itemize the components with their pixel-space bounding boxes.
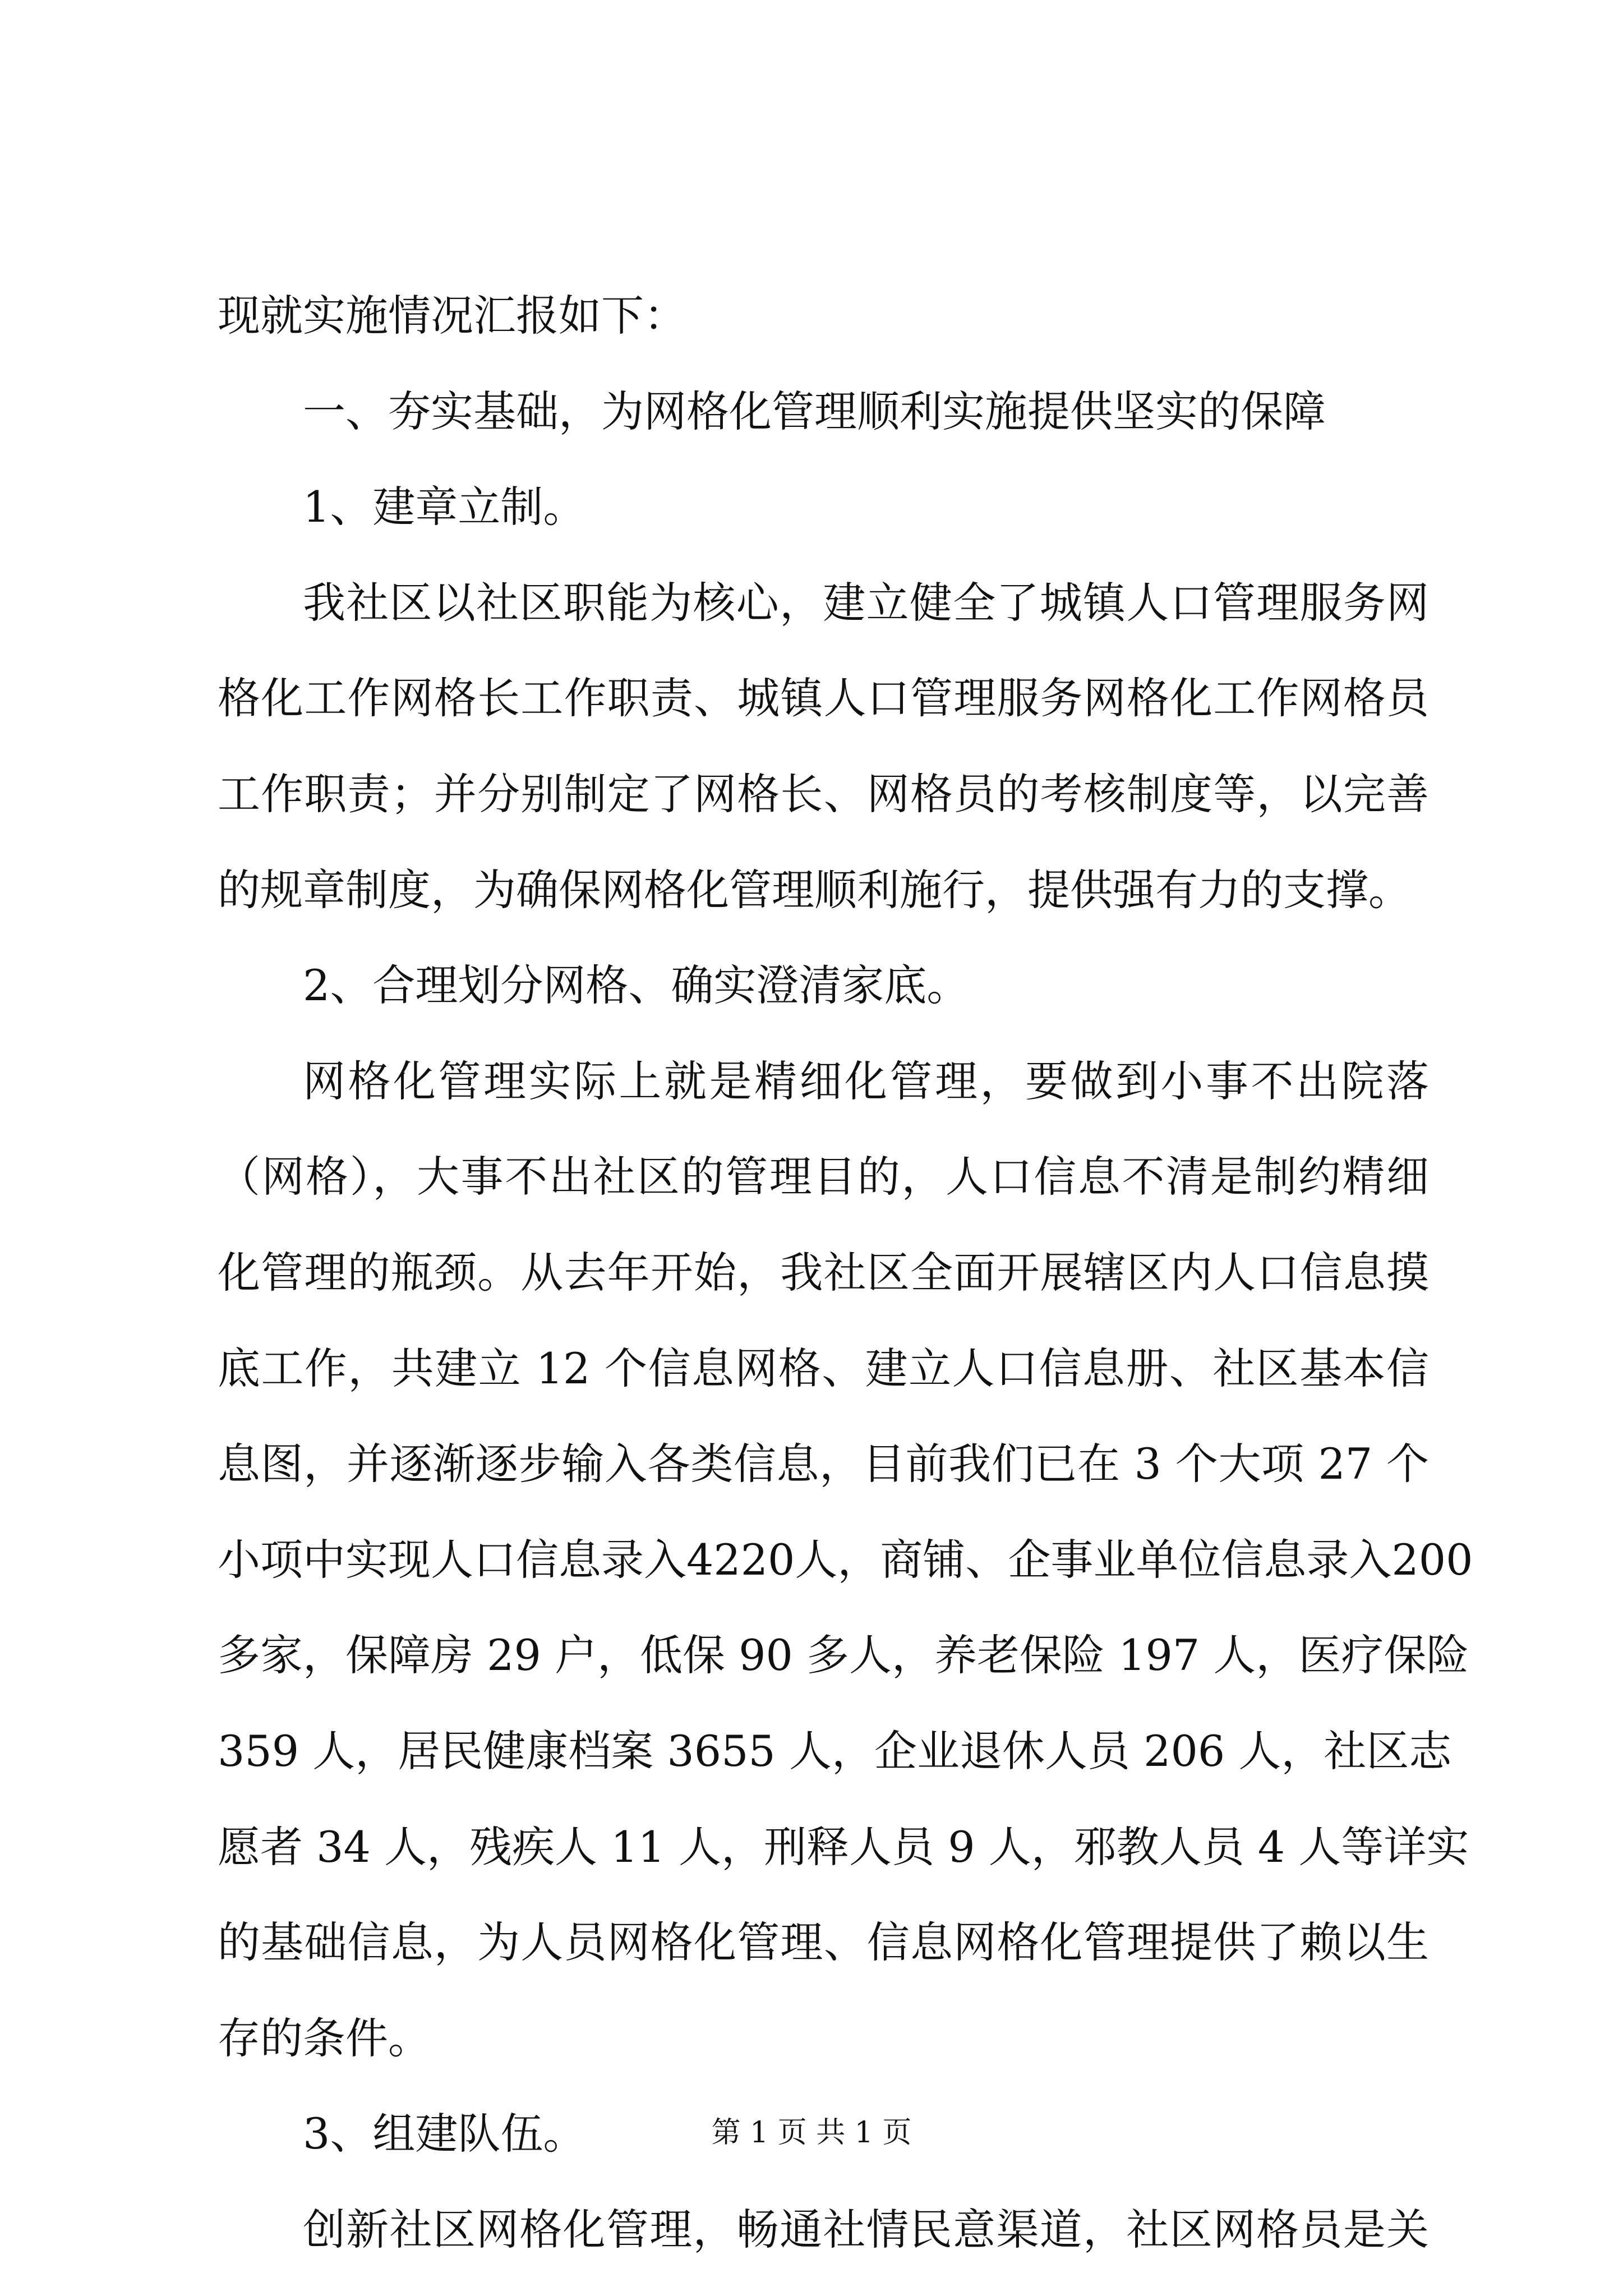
text-line: 息图，并逐渐逐步输入各类信息，目前我们已在 3 个大项 27 个 [218,1439,1429,1489]
text-line: 化管理的瓶颈。从去年开始，我社区全面开展辖区内人口信息摸 [218,1247,1429,1297]
text-line: 的基础信息，为人员网格化管理、信息网格化管理提供了赖以生 [218,1917,1429,1968]
text-line: 创新社区网格化管理，畅通社情民意渠道，社区网格员是关 [303,2204,1429,2254]
text-line: 格化工作网格长工作职责、城镇人口管理服务网格化工作网格员 [218,673,1429,724]
text-line: 359 人，居民健康档案 3655 人，企业退休人员 206 人，社区志 [218,1726,1452,1776]
text-line: 一、夯实基础，为网格化管理顺利实施提供坚实的保障 [303,386,1326,436]
text-line: 底工作，共建立 12 个信息网格、建立人口信息册、社区基本信 [218,1343,1429,1393]
text-line: 多家，保障房 29 户，低保 90 多人，养老保险 197 人，医疗保险 [218,1630,1469,1681]
text-line: 愿者 34 人，残疾人 11 人，刑释人员 9 人，邪教人员 4 人等详实 [218,1821,1469,1872]
text-line: 我社区以社区职能为核心，建立健全了城镇人口管理服务网 [303,577,1429,628]
text-line: 存的条件。 [218,2013,431,2063]
text-line: 1、建章立制。 [303,482,586,532]
page-footer: 第 1 页 共 1 页 [711,2116,912,2150]
text-line: 3、组建队伍。 [303,2109,586,2159]
text-line: 现就实施情况汇报如下： [218,291,686,341]
document-body [218,268,1473,2277]
text-line: 的规章制度，为确保网格化管理顺利施行，提供强有力的支撑。 [218,864,1411,915]
text-line: 网格化管理实际上就是精细化管理，要做到小事不出院落 [303,1056,1429,1106]
text-line: 2、合理划分网格、确实澄清家底。 [303,960,970,1011]
text-line: 小项中实现人口信息录入4220人，商铺、企事业单位信息录入200 [218,1534,1473,1585]
text-line: 工作职责；并分别制定了网格长、网格员的考核制度等，以完善 [218,769,1429,819]
text-line: （网格），大事不出社区的管理目的，人口信息不清是制约精细 [218,1152,1429,1202]
